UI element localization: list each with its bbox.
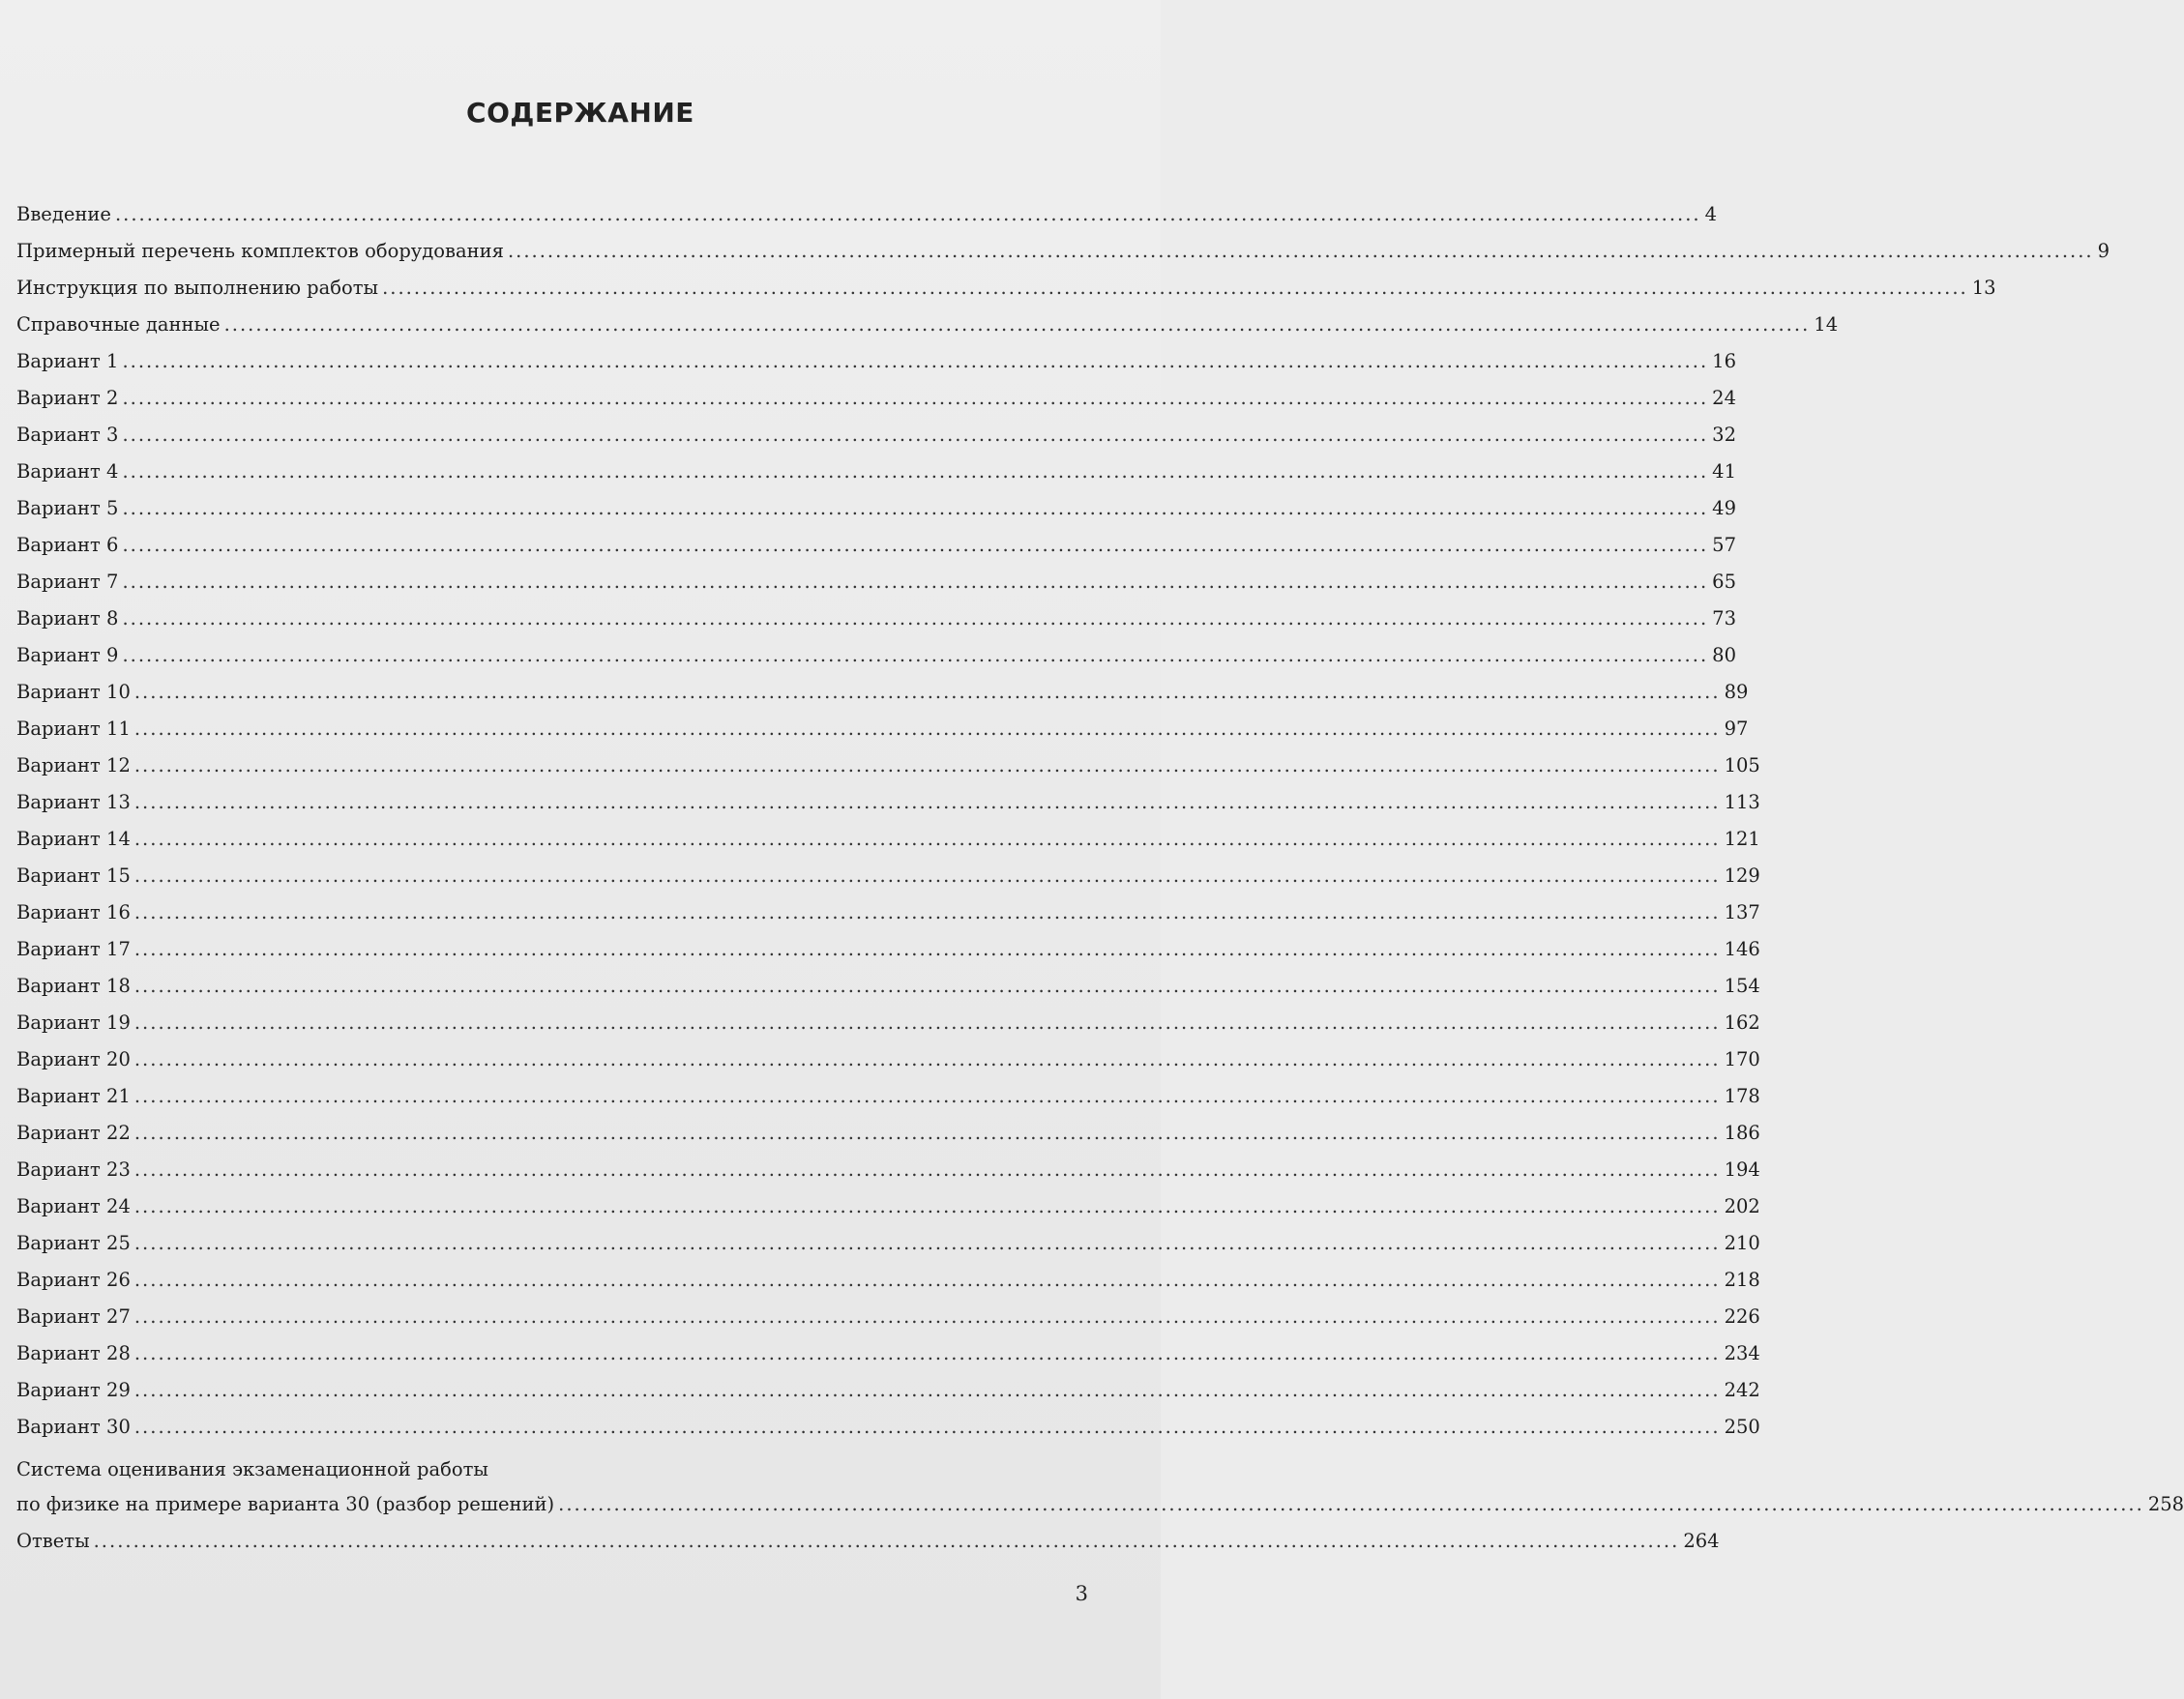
toc-entry-page: 9	[2097, 240, 2110, 262]
toc-entry	[16, 1409, 1760, 1446]
toc-leader-dots: ........................................................................................................................................................................................................	[133, 1195, 1721, 1217]
toc-entry-page: 16	[1712, 350, 1736, 372]
toc-leader-dots: ........................................................................................................................................................................................................	[133, 1305, 1721, 1328]
toc-entry-page: 41	[1712, 460, 1736, 483]
toc-entry	[16, 196, 1718, 233]
toc-entry	[16, 380, 1736, 417]
toc-leader-dots: ........................................................................................................................................................................................................	[133, 754, 1721, 776]
toc-entry-page: 89	[1724, 681, 1749, 703]
toc-leader-dots: ........................................................................................................................................................................................................	[122, 350, 1709, 372]
toc-leader-dots: ........................................................................................................................................................................................................	[133, 718, 1721, 740]
toc-entry-page: 49	[1712, 497, 1736, 519]
toc-entry	[16, 454, 1736, 490]
toc-leader-dots: ........................................................................................................................................................................................................	[122, 424, 1709, 446]
toc-entry-page: 129	[1724, 864, 1760, 887]
toc-entry-page: 264	[1683, 1530, 1720, 1552]
toc-entry-label: Вариант 19	[16, 1011, 131, 1034]
toc-entry-grading	[16, 1486, 2184, 1523]
toc-entry-page: 146	[1724, 938, 1760, 960]
toc-leader-dots: ........................................................................................................................................................................................................	[133, 791, 1721, 813]
toc-entry-answers	[16, 1523, 1720, 1560]
toc-entry-label: Вариант 3	[16, 424, 119, 446]
toc-leader-dots: ........................................................................................................................................................................................................	[133, 975, 1721, 997]
toc-entry-label: Вариант 1	[16, 350, 119, 372]
toc-leader-dots: ........................................................................................................................................................................................................	[122, 644, 1709, 666]
toc-entry-label: Вариант 7	[16, 571, 119, 593]
toc-entry-page: 234	[1724, 1342, 1760, 1364]
toc-entry-page: 24	[1712, 387, 1736, 409]
toc-leader-dots: ........................................................................................................................................................................................................	[133, 938, 1721, 960]
toc-entry-label: Вариант 18	[16, 975, 131, 997]
toc-entry-page: 4	[1704, 203, 1718, 225]
toc-entry-page: 113	[1724, 791, 1760, 813]
toc-entry	[16, 674, 1749, 711]
toc-entry-label: Вариант 24	[16, 1195, 131, 1217]
toc-entry-label: Вариант 22	[16, 1122, 131, 1144]
toc-leader-dots: ........................................................................................................................................................................................................	[133, 901, 1721, 923]
toc-leader-dots: ........................................................................................................................................................................................................	[382, 277, 1968, 299]
toc-entry-label: Вариант 17	[16, 938, 131, 960]
page-number: 3	[1075, 1582, 1088, 1605]
toc-leader-dots: ........................................................................................................................................................................................................	[133, 1269, 1721, 1291]
toc-entry	[16, 1078, 1760, 1115]
toc-entry-label: Вариант 23	[16, 1158, 131, 1181]
toc-entry	[16, 343, 1736, 380]
toc-leader-dots: ........................................................................................................................................................................................................	[133, 681, 1721, 703]
toc-entry	[16, 564, 1736, 601]
toc-entry-label: Введение	[16, 203, 111, 225]
toc-leader-dots: ........................................................................................................................................................................................................	[122, 497, 1709, 519]
toc-entry	[16, 1152, 1760, 1188]
toc-entry-label: Вариант 9	[16, 644, 119, 666]
toc-entry	[16, 417, 1736, 454]
toc-entry-label: Вариант 30	[16, 1416, 131, 1438]
toc-entry	[16, 1372, 1760, 1409]
toc-leader-dots: ........................................................................................................................................................................................................	[133, 1085, 1721, 1107]
toc-entry	[16, 490, 1736, 527]
toc-entry	[16, 747, 1760, 784]
toc-entry-label: Вариант 11	[16, 718, 131, 740]
toc-entry-page: 218	[1724, 1269, 1760, 1291]
toc-entry-page: 57	[1712, 534, 1736, 556]
toc-entry-label: Вариант 27	[16, 1305, 131, 1328]
toc-entry-label: Вариант 10	[16, 681, 131, 703]
toc-entry-label: Вариант 28	[16, 1342, 131, 1364]
toc-entry	[16, 233, 2110, 270]
toc-leader-dots: ........................................................................................................................................................................................................	[133, 1342, 1721, 1364]
toc-entry	[16, 637, 1736, 674]
toc-entry-grading-line1: Система оценивания экзаменационной работы	[16, 1458, 488, 1480]
toc-entry	[16, 270, 1996, 307]
toc-entry-page: 162	[1724, 1011, 1760, 1034]
toc-entry	[16, 1115, 1760, 1152]
toc-entry-label: Вариант 4	[16, 460, 119, 483]
toc-entry-page: 65	[1712, 571, 1736, 593]
toc-entry-page: 13	[1971, 277, 1996, 299]
toc-entry-label: Вариант 6	[16, 534, 119, 556]
toc-entry-page: 194	[1724, 1158, 1760, 1181]
toc-entry-label: Вариант 2	[16, 387, 119, 409]
toc-entry-label: Вариант 13	[16, 791, 131, 813]
toc-leader-dots: ........................................................................................................................................................................................................	[558, 1493, 2144, 1515]
toc-entry	[16, 1335, 1760, 1372]
toc-entry	[16, 968, 1760, 1005]
table-of-contents	[16, 196, 2184, 1560]
toc-entry-page: 170	[1724, 1048, 1760, 1070]
toc-entry	[16, 784, 1760, 821]
toc-entry-page: 250	[1724, 1416, 1760, 1438]
toc-entry-label: Вариант 12	[16, 754, 131, 776]
toc-entry-page: 97	[1724, 718, 1749, 740]
toc-entry-label: Вариант 15	[16, 864, 131, 887]
toc-entry-label: Инструкция по выполнению работы	[16, 277, 379, 299]
toc-entry-page: 80	[1712, 644, 1736, 666]
toc-entry-label: Вариант 21	[16, 1085, 131, 1107]
toc-entry	[16, 1005, 1760, 1041]
toc-entry-label: Вариант 20	[16, 1048, 131, 1070]
toc-entry	[16, 858, 1760, 894]
toc-leader-dots: ........................................................................................................................................................................................................	[133, 1122, 1721, 1144]
toc-entry-page: 178	[1724, 1085, 1760, 1107]
toc-entry	[16, 307, 1839, 343]
toc-entry	[16, 711, 1749, 747]
toc-entry-label: Примерный перечень комплектов оборудования	[16, 240, 504, 262]
toc-entry-page: 32	[1712, 424, 1736, 446]
toc-entry-label: Ответы	[16, 1530, 90, 1552]
toc-leader-dots: ........................................................................................................................................................................................................	[122, 571, 1709, 593]
toc-leader-dots: ........................................................................................................................................................................................................	[223, 313, 1811, 336]
toc-leader-dots: ........................................................................................................................................................................................................	[133, 828, 1721, 850]
toc-leader-dots: ........................................................................................................................................................................................................	[133, 1379, 1721, 1401]
toc-leader-dots: ........................................................................................................................................................................................................	[122, 607, 1709, 630]
toc-entry-page: 186	[1724, 1122, 1760, 1144]
toc-entry-page: 242	[1724, 1379, 1760, 1401]
toc-leader-dots: ........................................................................................................................................................................................................	[122, 387, 1709, 409]
toc-entry-page: 14	[1814, 313, 1839, 336]
toc-entry	[16, 601, 1736, 637]
toc-entry	[16, 1188, 1760, 1225]
toc-entry-label: Вариант 14	[16, 828, 131, 850]
toc-entry-label: по физике на примере варианта 30 (разбор решений)	[16, 1493, 555, 1515]
toc-entry-page: 73	[1712, 607, 1736, 630]
toc-entry-page: 226	[1724, 1305, 1760, 1328]
toc-leader-dots: ........................................................................................................................................................................................................	[133, 1232, 1721, 1254]
toc-entry-page: 258	[2147, 1493, 2184, 1515]
toc-entry-page: 210	[1724, 1232, 1760, 1254]
toc-entry-page: 154	[1724, 975, 1760, 997]
toc-entry-page: 121	[1724, 828, 1760, 850]
toc-entry	[16, 1262, 1760, 1299]
toc-leader-dots: ........................................................................................................................................................................................................	[133, 1158, 1721, 1181]
toc-entry	[16, 1299, 1760, 1335]
toc-leader-dots: ........................................................................................................................................................................................................	[507, 240, 2094, 262]
toc-entry-page: 137	[1724, 901, 1760, 923]
toc-leader-dots: ........................................................................................................................................................................................................	[133, 864, 1721, 887]
toc-entry-label: Вариант 8	[16, 607, 119, 630]
toc-entry-label: Вариант 26	[16, 1269, 131, 1291]
toc-entry-label: Вариант 29	[16, 1379, 131, 1401]
toc-entry-label: Вариант 5	[16, 497, 119, 519]
toc-entry	[16, 931, 1760, 968]
toc-entry-label: Справочные данные	[16, 313, 221, 336]
toc-entry-label: Вариант 25	[16, 1232, 131, 1254]
toc-leader-dots: ........................................................................................................................................................................................................	[93, 1530, 1680, 1552]
toc-leader-dots: ........................................................................................................................................................................................................	[122, 460, 1709, 483]
page-title: СОДЕРЖАНИЕ	[466, 97, 694, 129]
toc-entry	[16, 894, 1760, 931]
toc-entry	[16, 821, 1760, 858]
toc-leader-dots: ........................................................................................................................................................................................................	[133, 1416, 1721, 1438]
toc-entry	[16, 1041, 1760, 1078]
toc-entry-page: 202	[1724, 1195, 1760, 1217]
toc-leader-dots: ........................................................................................................................................................................................................	[133, 1011, 1721, 1034]
toc-entry	[16, 1225, 1760, 1262]
toc-entry-page: 105	[1724, 754, 1760, 776]
toc-entry	[16, 527, 1736, 564]
toc-leader-dots: ........................................................................................................................................................................................................	[133, 1048, 1721, 1070]
toc-leader-dots: ........................................................................................................................................................................................................	[114, 203, 1701, 225]
toc-entry-label: Вариант 16	[16, 901, 131, 923]
toc-leader-dots: ........................................................................................................................................................................................................	[122, 534, 1709, 556]
